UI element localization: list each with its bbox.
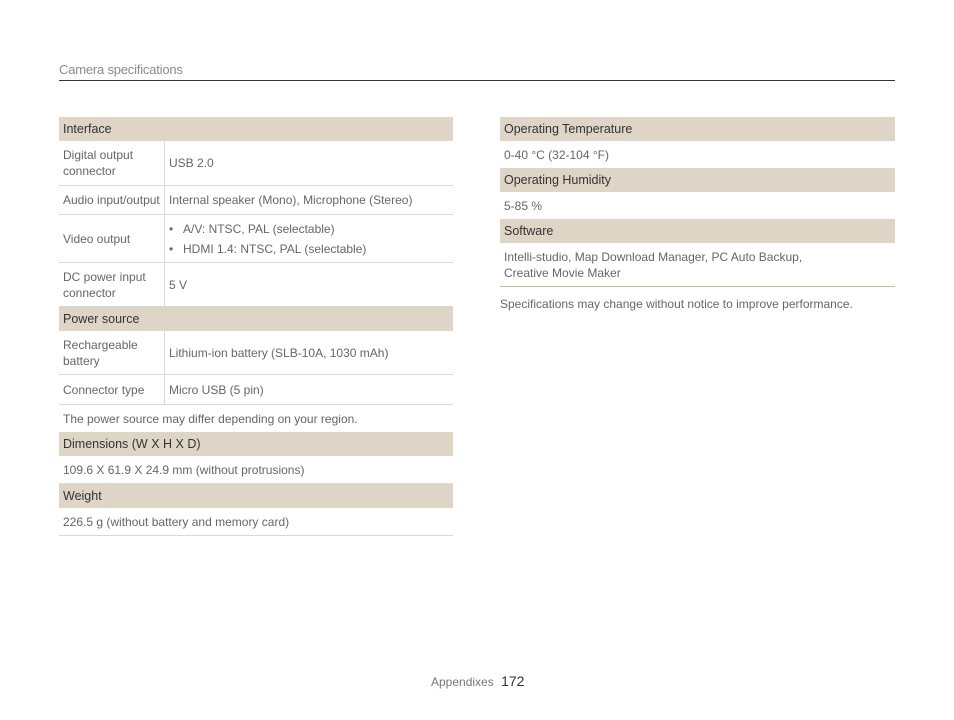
- page-number: 172: [501, 673, 525, 689]
- spec-value: [165, 215, 453, 262]
- software-line-1: Intelli-studio, Map Download Manager, PC Auto Backup,: [504, 249, 803, 264]
- spec-label: Audio input/output: [59, 186, 165, 214]
- section-header-operating-humidity: Operating Humidity: [500, 168, 895, 192]
- spec-value: Micro USB (5 pin): [169, 382, 264, 397]
- spec-row-connector: [59, 375, 453, 405]
- list-item: [169, 219, 366, 239]
- section-header-software: Software: [500, 219, 895, 243]
- spec-value: Lithium-ion battery (SLB-10A, 1030 mAh): [169, 345, 389, 360]
- section-header-weight: Weight: [59, 484, 453, 508]
- spec-row-video-output: [59, 215, 453, 263]
- humidity-value: 5-85 %: [504, 198, 543, 213]
- software-value: [500, 243, 895, 287]
- spec-value: 5 V: [169, 277, 188, 292]
- section-header-operating-temperature: Operating Temperature: [500, 117, 895, 141]
- spec-label: Video output: [59, 215, 165, 262]
- software-line-2: Creative Movie Maker: [504, 265, 621, 280]
- spec-row-audio: [59, 186, 453, 215]
- spec-row-battery: [59, 331, 453, 375]
- specifications-note: Specifications may change without notice to improve performance.: [500, 297, 853, 311]
- right-spec-column: [500, 117, 895, 311]
- section-header-dimensions: Dimensions (W X H X D): [59, 432, 453, 456]
- dimensions-value: 109.6 X 61.9 X 24.9 mm (without protrusions): [59, 456, 453, 484]
- weight-value: 226.5 g (without battery and memory card): [59, 508, 453, 536]
- bullet-list: [169, 219, 366, 259]
- power-source-note: The power source may differ depending on your region.: [63, 411, 358, 426]
- spec-row-digital-output: [59, 141, 453, 186]
- spec-label: Digital output connector: [59, 141, 165, 185]
- list-item: [169, 239, 366, 259]
- bullet-icon: •: [169, 241, 174, 256]
- spec-label: Rechargeable battery: [59, 331, 165, 374]
- bullet-icon: •: [169, 221, 174, 236]
- spec-label: Connector type: [59, 375, 165, 404]
- page-footer: [431, 673, 524, 689]
- spec-label: DC power input connector: [59, 263, 165, 306]
- bullet-text: HDMI 1.4: NTSC, PAL (selectable): [183, 241, 367, 256]
- spec-value: USB 2.0: [169, 156, 214, 170]
- section-header-power-source: Power source: [59, 307, 453, 331]
- bullet-text: A/V: NTSC, PAL (selectable): [183, 221, 335, 236]
- software-text: [504, 249, 802, 281]
- temperature-value: 0-40 °C (32-104 °F): [504, 147, 609, 162]
- footer-section-label: Appendixes: [431, 675, 494, 689]
- spec-row-dc-power: [59, 263, 453, 307]
- left-spec-column: [59, 117, 453, 536]
- spec-value: Internal speaker (Mono), Microphone (Stereo): [169, 193, 413, 207]
- page-title: Camera specifications: [59, 62, 895, 81]
- section-header-interface: Interface: [59, 117, 453, 141]
